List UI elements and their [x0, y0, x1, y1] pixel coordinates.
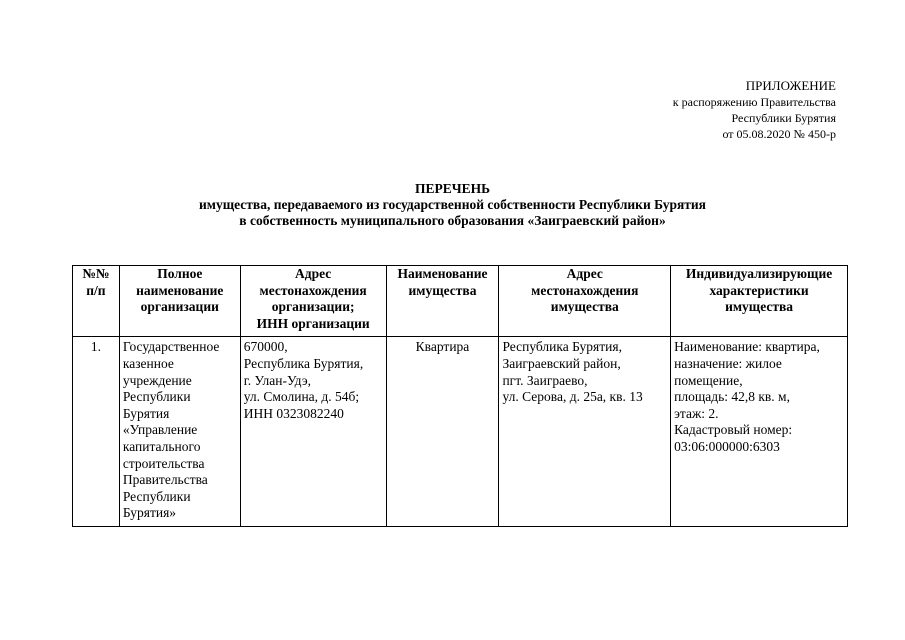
appendix-block: [673, 78, 836, 142]
header-line: характеристики: [709, 282, 809, 298]
cell-line: Государственное: [122, 339, 220, 355]
cell-line: Наименование: квартира,: [674, 339, 820, 355]
cell-property-address: [499, 337, 671, 527]
cell-line: Кадастровый номер:: [674, 422, 793, 438]
appendix-title: ПРИЛОЖЕНИЕ: [745, 78, 836, 93]
cell-line: строительства: [122, 455, 205, 471]
header-property-address: [499, 266, 671, 337]
appendix-ref-line: к распоряжению Правительства: [672, 95, 836, 109]
cell-line: Квартира: [415, 339, 470, 355]
cell-number: 1.: [73, 337, 120, 527]
cell-line: учреждение: [122, 372, 192, 388]
header-line: Наименование: [397, 266, 488, 281]
cell-line: помещение,: [674, 372, 743, 388]
cell-line: г. Улан-Удэ,: [243, 372, 312, 388]
property-table: [72, 265, 848, 527]
cell-line: ИНН 0323082240: [243, 405, 344, 421]
header-number: [73, 266, 120, 337]
header-line: наименование: [136, 282, 224, 298]
cell-line: назначение: жилое: [674, 355, 782, 371]
cell-line: Правительства: [122, 472, 208, 488]
document-title: ПЕРЕЧЕНЬ: [414, 181, 491, 196]
cell-line: площадь: 42,8 кв. м,: [674, 389, 790, 405]
cell-line: Республики: [122, 488, 191, 504]
cell-line: Бурятия: [122, 405, 170, 421]
cell-property-name: [386, 337, 499, 527]
header-line: Адрес: [295, 266, 332, 281]
cell-line: Заиграевский район,: [502, 355, 621, 371]
cell-characteristics: [671, 337, 848, 527]
document-heading: [0, 181, 905, 229]
header-line: Полное: [157, 266, 203, 281]
cell-line: «Управление: [122, 422, 198, 438]
cell-line: ул. Смолина, д. 54б;: [243, 389, 360, 405]
cell-line: 03:06:000000:6303: [674, 438, 780, 454]
header-line: местонахождения: [531, 282, 639, 298]
cell-line: Бурятия»: [122, 505, 177, 521]
cell-line: казенное: [122, 355, 174, 371]
appendix-ref-line: Республики Бурятия: [731, 111, 836, 125]
header-line: п/п: [86, 282, 106, 298]
cell-line: ул. Серова, д. 25а, кв. 13: [502, 389, 643, 405]
header-characteristics: [671, 266, 848, 337]
header-line: Индивидуализирующие: [685, 266, 833, 281]
cell-line: капитального: [122, 438, 201, 454]
header-line: ИНН организации: [256, 315, 370, 331]
table-row: [73, 337, 848, 527]
cell-line: Республики: [122, 389, 191, 405]
header-org-name: [119, 266, 240, 337]
cell-org-name: [119, 337, 240, 527]
header-line: местонахождения: [259, 282, 367, 298]
header-line: имущества: [408, 282, 477, 298]
header-line: организации;: [271, 299, 355, 315]
header-org-address: [240, 266, 386, 337]
header-line: имущества: [550, 299, 619, 315]
cell-org-address: [240, 337, 386, 527]
cell-line: пгт. Заиграево,: [502, 372, 588, 388]
cell-line: 670000,: [243, 339, 288, 355]
header-line: имущества: [725, 299, 794, 315]
table-header-row: [73, 266, 848, 337]
header-line: Адрес: [566, 266, 603, 281]
cell-line: Республика Бурятия,: [243, 355, 364, 371]
header-line: №№: [82, 266, 110, 281]
document-subtitle: в собственность муниципального образования «Заиграевский район»: [239, 213, 666, 228]
header-line: организации: [140, 299, 219, 315]
cell-line: Республика Бурятия,: [502, 339, 622, 355]
appendix-date-number: от 05.08.2020 № 450-р: [722, 127, 836, 141]
document-subtitle: имущества, передаваемого из государственной собственности Республики Бурятия: [199, 197, 706, 212]
header-property-name: [386, 266, 499, 337]
cell-line: этаж: 2.: [674, 405, 719, 421]
